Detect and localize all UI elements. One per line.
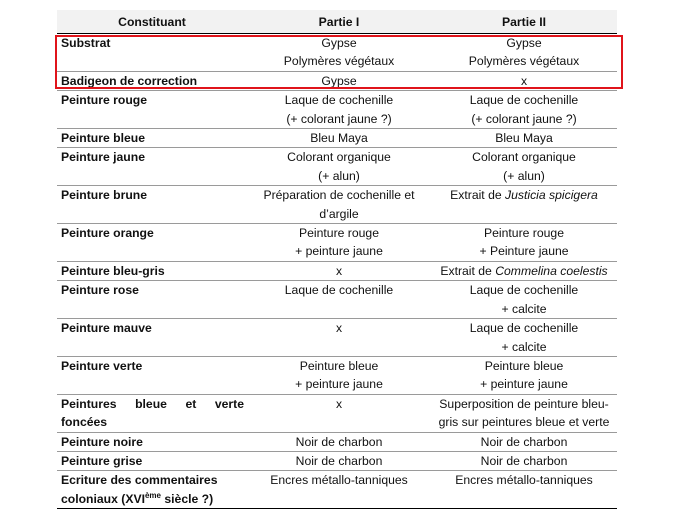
- partie-1-cell: [247, 432, 431, 451]
- cell-line: + calcite: [501, 301, 547, 316]
- partie-2-cell: [431, 129, 617, 148]
- table-row: [57, 71, 617, 90]
- partie-2-cell: [431, 319, 617, 357]
- cell-line: Laque de cochenille: [469, 321, 579, 336]
- header-row: [57, 10, 617, 34]
- cell-line: Gypse: [321, 73, 357, 88]
- header-constituant: Constituant: [57, 10, 247, 34]
- partie-2-cell: [431, 224, 617, 262]
- cell-line: Peinture bleue: [484, 358, 564, 373]
- row-name: Peinture rose: [57, 281, 247, 319]
- partie-2-cell: [431, 356, 617, 394]
- partie-2-cell: [431, 186, 617, 224]
- cell-line: x: [335, 263, 343, 278]
- partie-1-cell: [247, 34, 431, 72]
- row-name: Peinture noire: [57, 432, 247, 451]
- partie-2-cell: [431, 148, 617, 186]
- cell-text: Extrait de: [450, 188, 506, 203]
- partie-1-cell: [247, 394, 431, 432]
- cell-text: Extrait de: [440, 263, 496, 278]
- cell-line: Bleu Maya: [495, 131, 553, 146]
- partie-1-cell: [247, 71, 431, 90]
- partie-1-cell: [247, 224, 431, 262]
- cell-line: Gypse: [506, 36, 542, 50]
- table-row: [57, 129, 617, 148]
- cell-line: Bleu Maya: [310, 131, 368, 146]
- cell-line: Laque de cochenille: [469, 283, 579, 298]
- partie-1-cell: [247, 281, 431, 319]
- partie-1-cell: [247, 356, 431, 394]
- partie-2-cell: [431, 451, 617, 470]
- cell-line: (+ alun): [503, 168, 545, 183]
- partie-1-cell: [247, 451, 431, 470]
- partie-2-cell: [431, 71, 617, 90]
- row-name-line: Peintures bleue et verte: [61, 396, 244, 411]
- table-row: [57, 319, 617, 357]
- cell-line: [434, 186, 614, 204]
- partie-1-cell: [247, 261, 431, 280]
- cell-line: + peinture jaune: [295, 244, 383, 259]
- constituents-table: [57, 10, 617, 509]
- cell-line: (+ colorant jaune ?): [286, 111, 392, 126]
- table-row: [57, 281, 617, 319]
- row-name-line: [61, 490, 244, 508]
- table-row: [57, 451, 617, 470]
- cell-line: Laque de cochenille: [284, 93, 394, 108]
- row-name: Badigeon de correction: [57, 71, 247, 90]
- cell-line: Peinture rouge: [299, 226, 379, 241]
- cell-line: Noir de charbon: [295, 453, 383, 468]
- superscript: ème: [144, 490, 161, 500]
- cell-line: + peinture jaune: [295, 377, 383, 392]
- row-name: Peinture orange: [57, 224, 247, 262]
- partie-1-cell: [247, 148, 431, 186]
- cell-line: Laque de cochenille: [469, 93, 579, 108]
- row-name: Peinture rouge: [57, 91, 247, 129]
- row-name: Peinture grise: [57, 451, 247, 470]
- cell-line: (+ colorant jaune ?): [471, 111, 577, 126]
- cell-line: Polymères végétaux: [468, 54, 580, 69]
- cell-line: Encres métallo-tanniques: [455, 473, 593, 488]
- header-partie-1: Partie I: [247, 10, 431, 34]
- cell-line: [434, 262, 614, 280]
- table-row: [57, 261, 617, 280]
- partie-2-cell: [431, 91, 617, 129]
- cell-line: x: [520, 73, 528, 88]
- table-row: [57, 432, 617, 451]
- table-row: [57, 186, 617, 224]
- row-name: Peinture jaune: [57, 148, 247, 186]
- partie-1-cell: [247, 471, 431, 509]
- cell-line: Peinture rouge: [484, 226, 564, 241]
- table-row: [57, 91, 617, 129]
- row-name-line: foncées: [61, 415, 108, 430]
- cell-line: Polymères végétaux: [283, 54, 395, 69]
- table-row: [57, 471, 617, 509]
- row-name-text: siècle ?): [161, 491, 214, 506]
- species-name: Justicia spicigera: [505, 188, 598, 203]
- partie-1-cell: [247, 186, 431, 224]
- cell-line: x: [335, 321, 343, 336]
- cell-line: d’argile: [319, 206, 359, 221]
- cell-line: Superposition de peinture bleu-: [439, 396, 609, 411]
- table-row: [57, 224, 617, 262]
- table-row: [57, 394, 617, 432]
- row-name: Peinture verte: [57, 356, 247, 394]
- partie-2-cell: [431, 261, 617, 280]
- partie-2-cell: [431, 281, 617, 319]
- table-row: [57, 34, 617, 72]
- species-name: Commelina coelestis: [495, 263, 608, 278]
- partie-2-cell: [431, 432, 617, 451]
- table-row: [57, 148, 617, 186]
- cell-line: Peinture bleue: [299, 358, 379, 373]
- cell-line: + Peinture jaune: [479, 244, 569, 259]
- partie-1-cell: [247, 129, 431, 148]
- cell-line: Encres métallo-tanniques: [270, 473, 408, 488]
- partie-2-cell: [431, 471, 617, 509]
- partie-1-cell: [247, 319, 431, 357]
- table-row: [57, 356, 617, 394]
- partie-2-cell: [431, 394, 617, 432]
- row-name-text: coloniaux (XVI: [61, 491, 145, 506]
- row-name: Peinture brune: [57, 186, 247, 224]
- row-name: Peinture bleue: [57, 129, 247, 148]
- row-name: Substrat: [57, 34, 247, 72]
- cell-line: Noir de charbon: [295, 434, 383, 449]
- partie-2-cell: [431, 34, 617, 72]
- cell-line: Gypse: [321, 36, 357, 50]
- row-name: Peinture bleu-gris: [57, 261, 247, 280]
- header-partie-2: Partie II: [431, 10, 617, 34]
- cell-line: (+ alun): [318, 168, 360, 183]
- cell-line: Noir de charbon: [480, 434, 568, 449]
- row-name: [57, 394, 247, 432]
- cell-line: Colorant organique: [472, 150, 576, 165]
- row-name: Peinture mauve: [57, 319, 247, 357]
- cell-line: + calcite: [501, 339, 547, 354]
- cell-line: + peinture jaune: [480, 377, 568, 392]
- cell-line: Laque de cochenille: [284, 283, 394, 298]
- cell-line: x: [335, 396, 343, 411]
- cell-line: gris sur peintures bleue et verte: [438, 415, 610, 430]
- cell-line: Noir de charbon: [480, 453, 568, 468]
- partie-1-cell: [247, 91, 431, 129]
- row-name: [57, 471, 247, 509]
- cell-line: Colorant organique: [287, 150, 391, 165]
- cell-line: Préparation de cochenille et: [263, 188, 415, 203]
- row-name-line: Ecriture des commentaires: [61, 473, 218, 488]
